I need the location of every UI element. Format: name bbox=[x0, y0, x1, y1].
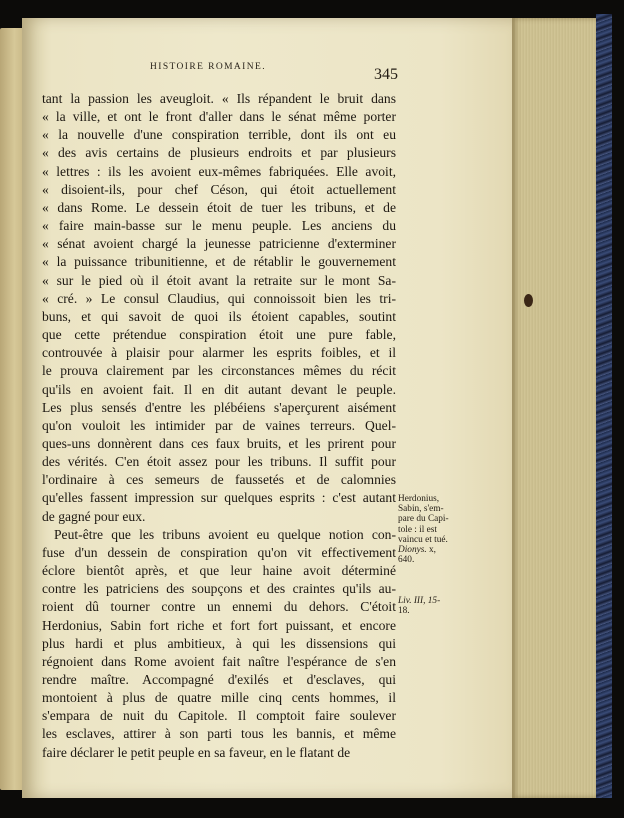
margin-note-line: pare du Capi- bbox=[398, 514, 449, 525]
text-line: les esclaves, attirer à son parti tous les bannis, et même bbox=[42, 726, 396, 742]
ink-spot bbox=[524, 294, 533, 307]
text-line: « faire main-basse sur le menu peuple. Les anciens du bbox=[42, 218, 396, 234]
text-line: qu'on vouloit les intimider par de vaines terreurs. Quel- bbox=[42, 417, 396, 433]
text-line: Herdonius, Sabin fort riche et fort fort puissant, et encore bbox=[42, 617, 396, 633]
text-line: éclore bientôt après, et que leur haine avoit déterminé bbox=[42, 563, 396, 579]
margin-note-line: Herdonius, bbox=[398, 494, 440, 504]
book-fore-edge bbox=[512, 18, 598, 798]
left-page-edge bbox=[0, 28, 24, 790]
text-line: ques-uns donnèrent dans ces faux bruits, et les prirent pour bbox=[42, 435, 396, 451]
running-title: HISTOIRE ROMAINE. bbox=[150, 62, 266, 72]
text-line: rendre maître. Accompagné d'exilés et d'esclaves, qui bbox=[42, 672, 396, 687]
text-line: contre les patriciens des soupçons et des craintes qu'ils au- bbox=[42, 581, 396, 597]
text-line: « cré. » Le consul Claudius, qui connoissoit bien les tri- bbox=[42, 290, 396, 306]
text-line: de gagné pour eux. bbox=[42, 508, 146, 524]
text-line: fuse d'un dessein de conspiration qu'on vit effectivement bbox=[42, 544, 396, 560]
margin-note-line: vaincu et tué. bbox=[398, 534, 448, 545]
text-line: « disoient-ils, pour chef Céson, qui étoit actuellement bbox=[42, 181, 396, 197]
text-line: « des avis certains de plusieurs endroits et par plusieurs bbox=[42, 145, 396, 161]
text-line: Les plus sensés d'entre les plébéiens s'aperçurent aisément bbox=[42, 399, 396, 415]
citation-ref: x, bbox=[429, 545, 436, 556]
text-line: tant la passion les aveugloit. « Ils répandent le bruit dans bbox=[42, 91, 396, 106]
margin-note-herdonius bbox=[398, 494, 449, 565]
text-line: « sur le pied où il étoit avant la retraite sur le mont Sa- bbox=[42, 272, 396, 288]
text-line: régnoient dans Rome avoient fait naître l'espérance de s'en bbox=[42, 653, 396, 669]
text-line: des vérités. C'en étoit assez pour les tribuns. Il suffit pour bbox=[42, 454, 396, 470]
text-line: Peut-être que les tribuns avoient eu quelque notion con- bbox=[54, 526, 396, 542]
marbled-cover bbox=[596, 14, 612, 798]
text-line: montoient à plus de quatre mille cinq cents hommes, il bbox=[42, 690, 396, 706]
page-number: 345 bbox=[374, 66, 398, 83]
margin-note-livy bbox=[398, 596, 440, 616]
text-line: s'empara de nuit du Capitole. Il comptoit faire soulever bbox=[42, 708, 396, 724]
margin-note-line: tole : il est bbox=[398, 524, 437, 535]
margin-note-citation bbox=[398, 545, 449, 555]
text-line: qu'elles fassent impression sur quelques esprits : c'est autant bbox=[42, 490, 396, 506]
text-line: le prouva clairement par les circonstances mêmes du récit bbox=[42, 363, 396, 379]
body-text bbox=[42, 90, 396, 762]
text-line: roient dû tourner contre un ennemi du dehors. C'étoit bbox=[42, 599, 396, 615]
text-line: l'ordinaire à ces semeurs de faussetés et de calomnies bbox=[42, 472, 396, 488]
text-line: que cette prétendue conspiration étoit une pure fable, bbox=[42, 327, 396, 343]
text-line: qu'ils en avoient fait. Il en dit autant devant le peuple. bbox=[42, 381, 396, 397]
margin-note-line: Liv. III, 15- bbox=[398, 596, 441, 606]
text-line: plus hardi et plus ambitieux, à qui les dissensions qui bbox=[42, 635, 396, 651]
text-line: « sénat avoient chargé la jeunesse patricienne d'exterminer bbox=[42, 236, 396, 252]
text-line: « lettres : ils les avoient eux-mêmes fabriquées. Elle avoit, bbox=[42, 163, 396, 179]
citation-author: Dionys. bbox=[398, 545, 427, 556]
text-line: « la ville, et ont le front d'aller dans le sénat même porter bbox=[42, 109, 396, 125]
text-line: « dans Rome. Le dessein étoit de tuer les tribuns, et de bbox=[42, 199, 396, 215]
text-line: « la puissance tribunitienne, et de rétablir le gouvernement bbox=[42, 254, 396, 270]
text-line: « la nouvelle d'une conspiration terrible, dont ils ont eu bbox=[42, 127, 396, 143]
text-line: buns, et qui savoit de quoi ils étoient capables, soutint bbox=[42, 308, 396, 324]
margin-note-line: 18. bbox=[398, 606, 410, 617]
margin-note-line: Sabin, s'em- bbox=[398, 504, 444, 515]
text-line: controuvée à plaisir pour alarmer les esprits foibles, et il bbox=[42, 345, 396, 361]
margin-note-line: 640. bbox=[398, 555, 415, 566]
text-line: faire déclarer le petit peuple en sa faveur, en le flatant de bbox=[42, 744, 351, 760]
